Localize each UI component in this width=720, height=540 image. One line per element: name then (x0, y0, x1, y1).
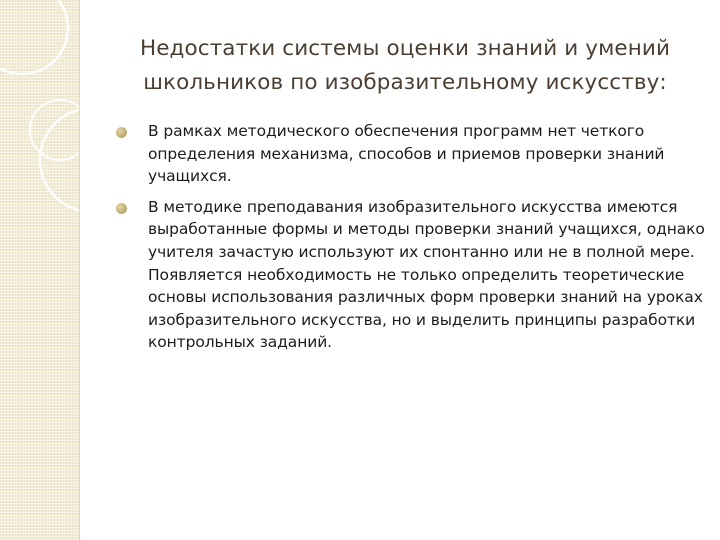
bullet-dot-icon (116, 127, 127, 138)
decorative-circles-icon (0, 0, 79, 540)
bullet-text: В методике преподавания изобразительного искусства имеются выработанные формы и методы проверки знаний учащихся, однако учителя зачастую используют их спонтанно или не в полной мере. Появляется необходимость не только определить теоретические основы использования различных форм проверки знаний на уроках изобразительного искусства, но и выделить принципы разработки контрольных заданий. (148, 197, 705, 352)
bullet-list (116, 120, 706, 362)
bullet-item (116, 120, 706, 188)
bullet-dot-icon (116, 203, 127, 214)
bullet-item (116, 196, 706, 354)
bullet-text: В рамках методического обеспечения программ нет четкого определения механизма, способов и приемов проверки знаний учащихся. (148, 122, 665, 186)
decorative-side-band (0, 0, 80, 540)
slide-title: Недостатки системы оценки знаний и умений школьников по изобразительному искусству: (139, 36, 671, 95)
